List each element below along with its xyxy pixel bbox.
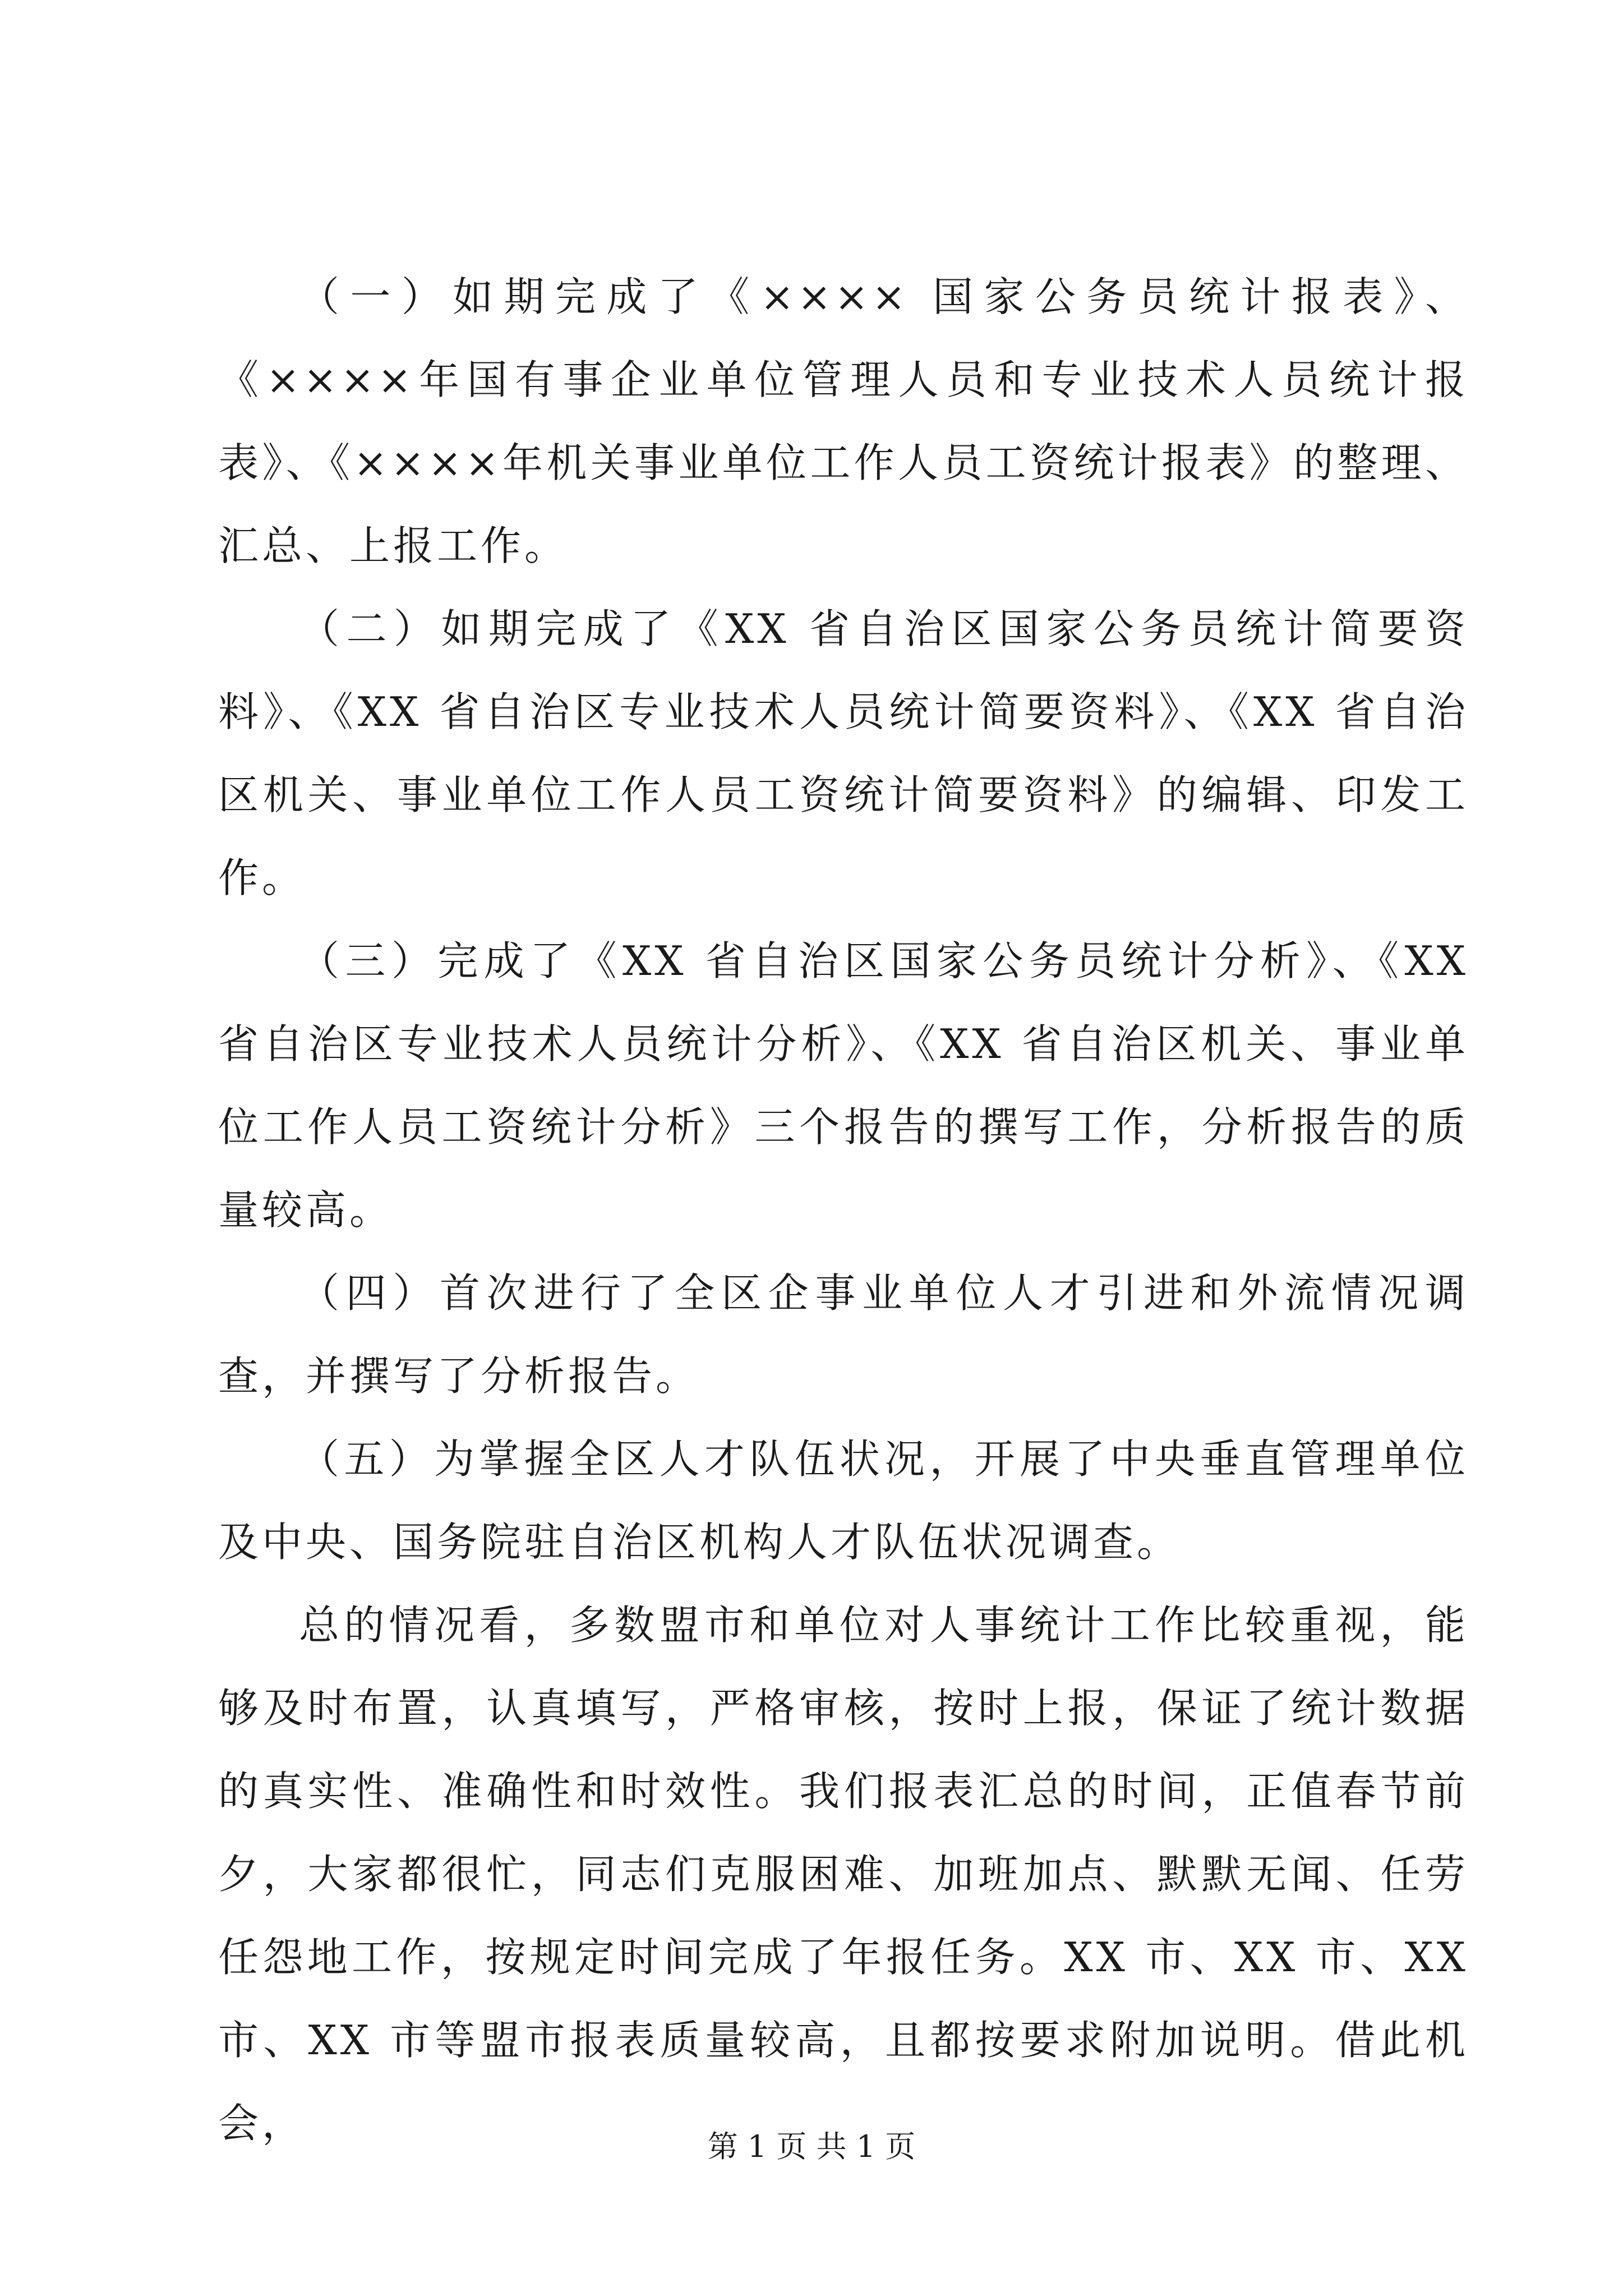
paragraph-4: （四）首次进行了全区企事业单位人才引进和外流情况调查，并撰写了分析报告。 — [218, 1269, 1469, 1400]
page-footer: 第 1 页 共 1 页 — [707, 2129, 916, 2164]
paragraph-3: （三）完成了《XX 省自治区国家公务员统计分析》、《XX 省自治区专业技术人员统计分析》、《XX 省自治区机关、事业单位工作人员工资统计分析》三个报告的撰写工作，分析报告的质量较高。 — [218, 937, 1469, 1234]
paragraph-5: （五）为掌握全区人才队伍状况，开展了中央垂直管理单位及中央、国务院驻自治区机构人才队伍状况调查。 — [218, 1435, 1469, 1566]
paragraph-1: （一）如期完成了《×××× 国家公务员统计报表》、《××××年国有事企业单位管理人员和专业技术人员统计报表》、《××××年机关事业单位工作人员工资统计报表》的整理、汇总、上报工作。 — [218, 273, 1469, 569]
paragraph-2: （二）如期完成了《XX 省自治区国家公务员统计简要资料》、《XX 省自治区专业技术人员统计简要资料》、《XX 省自治区机关、事业单位工作人员工资统计简要资料》的编辑、印发工作。 — [218, 605, 1469, 901]
paragraph-6: 总的情况看，多数盟市和单位对人事统计工作比较重视，能够及时布置，认真填写，严格审核，按时上报，保证了统计数据的真实性、准确性和时效性。我们报表汇总的时间，正值春节前夕，大家都很忙，同志们克服困难、加班加点、默默无闻、任劳任怨地工作，按规定时间完成了年报任务。XX 市、XX 市、XX 市、XX 市等盟市报表质量较高，且都按要求附加说明。借此机会， — [218, 1602, 1469, 2147]
document-body — [218, 255, 1469, 2165]
